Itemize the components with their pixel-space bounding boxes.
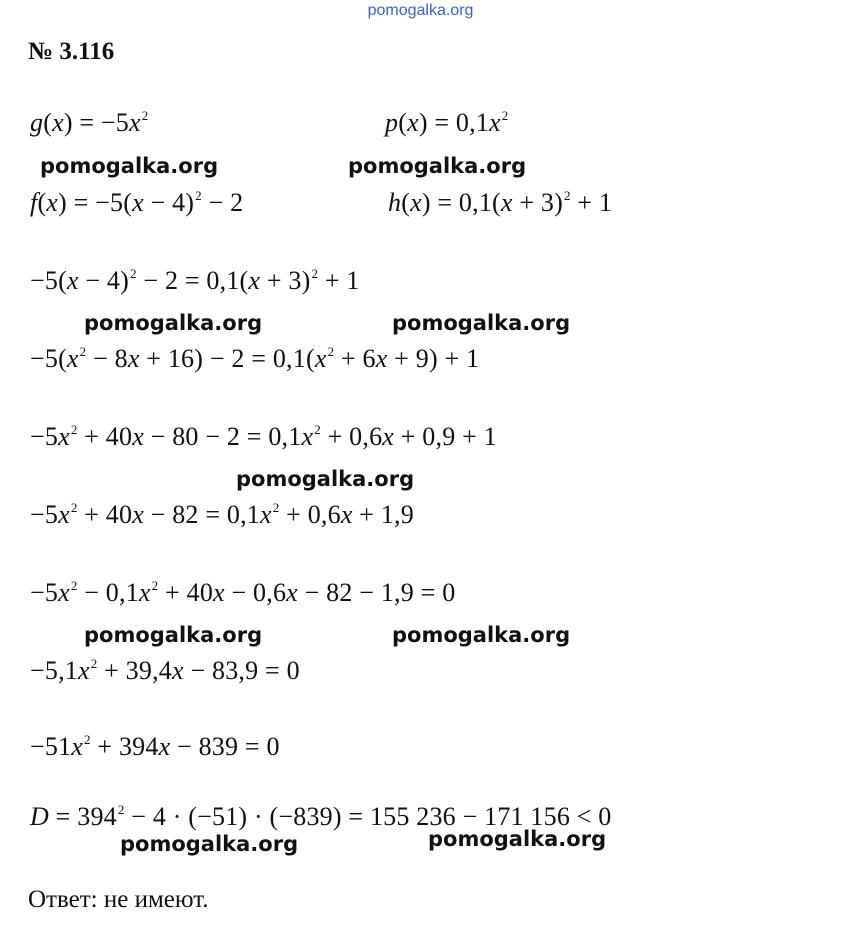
watermark: pomogalka.org: [120, 832, 299, 856]
watermark: pomogalka.org: [348, 154, 527, 178]
equation-g: $g(x) = -5x^2$: [30, 108, 149, 137]
watermark: pomogalka.org: [84, 311, 263, 335]
watermark: pomogalka.org: [392, 623, 571, 647]
answer-text: Ответ: не имеют.: [28, 886, 209, 913]
equation-p: $p(x) = 0,1x^2$: [385, 108, 509, 137]
problem-number: № 3.116: [28, 38, 115, 65]
equation-step-4: $-5x^2 + 40x - 82 = 0,1x^2 + 0,6x + 1,9$: [30, 500, 414, 529]
site-header-link[interactable]: pomogalka.org: [367, 2, 474, 19]
equation-step-5: $-5x^2 - 0,1x^2 + 40x - 0,6x - 82 - 1,9 = 0$: [30, 578, 456, 607]
watermark: pomogalka.org: [84, 623, 263, 647]
discriminant-equation: $D = 394^2 - 4 \cdot (-51) \cdot (-839) = 155$ 236 − 171 156 < 0: [30, 802, 612, 831]
watermark: pomogalka.org: [40, 154, 219, 178]
equation-step-7: $-51x^2 + 394x - 839 = 0$: [30, 732, 280, 761]
equation-step-3: $-5x^2 + 40x - 80 - 2 = 0,1x^2 + 0,6x + 0,9 + 1$: [30, 422, 497, 451]
equation-step-1: $-5(x - 4)^2 - 2 = 0,1(x + 3)^2 + 1$: [30, 266, 360, 295]
equation-h: $h(x) = 0,1(x + 3)^2 + 1$: [388, 188, 613, 217]
equation-step-2: $-5(x^2 - 8x + 16) - 2 = 0,1(x^2 + 6x + 9) + 1$: [30, 344, 480, 373]
watermark: pomogalka.org: [236, 467, 415, 491]
equation-step-6: $-5,1x^2 + 39,4x - 83,9 = 0$: [30, 656, 300, 685]
watermark: pomogalka.org: [392, 311, 571, 335]
watermark: pomogalka.org: [428, 827, 607, 851]
equation-f: $f(x) = -5(x - 4)^2 - 2$: [30, 188, 244, 217]
